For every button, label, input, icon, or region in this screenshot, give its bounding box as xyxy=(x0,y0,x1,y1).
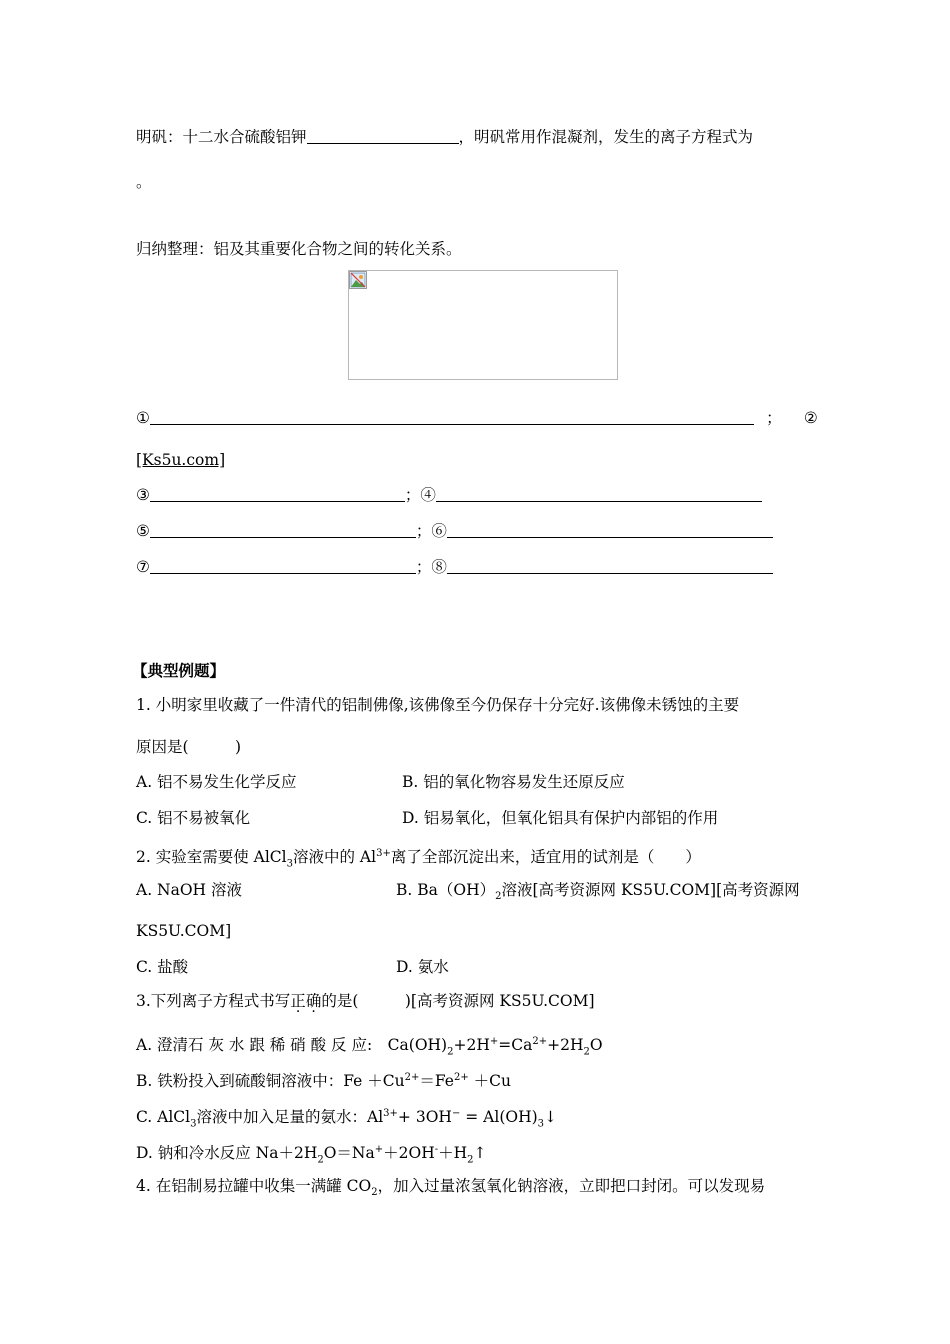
q1-option-a-text: A. 铝不易发生化学反应 xyxy=(136,773,297,791)
q3-option-a-text: +2H xyxy=(453,1036,490,1055)
conversion-diagram-image xyxy=(348,270,618,380)
q3-option-b-text: ＝Fe xyxy=(419,1072,454,1091)
examples-heading xyxy=(132,661,225,681)
q2-option-b-cont xyxy=(136,921,231,941)
q3-option-c-text: 溶液中加入足量的氨水：Al xyxy=(196,1108,384,1127)
blank-number-3: ③ xyxy=(136,486,150,504)
q2-option-b[interactable] xyxy=(396,880,800,907)
q3-option-a-text: +2H xyxy=(547,1036,584,1055)
q1-stem-text: 1. 小明家里收藏了一件清代的铝制佛像,该佛像至今仍保存十分完好.该佛像未锈蚀的主要 xyxy=(136,696,740,714)
q3-stem-text: 3.下列离子方程式书写 xyxy=(136,992,291,1010)
q1-option-c[interactable] xyxy=(136,808,250,828)
q3-option-d-text: ＋H xyxy=(438,1144,468,1163)
separator: ； xyxy=(404,486,421,504)
subscript: 2 xyxy=(447,1046,454,1058)
q3-stem-text-2: 的是( )[高考资源网 KS5U.COM] xyxy=(321,992,595,1010)
blank-row-7 xyxy=(136,557,773,577)
superscript: 2+ xyxy=(404,1072,420,1083)
q3-option-d-text: O＝Na xyxy=(323,1144,375,1163)
q1-option-d-text: D. 铝易氧化，但氧化铝具有保护内部铝的作用 xyxy=(402,809,719,827)
q3-option-c-text: ↓ xyxy=(544,1108,558,1127)
alum-text: 明矾：十二水合硫酸铝钾 xyxy=(136,128,307,146)
q3-option-b[interactable] xyxy=(136,1068,511,1091)
subscript: 2 xyxy=(371,1187,378,1199)
blank-7[interactable] xyxy=(150,557,416,574)
blank-row-3 xyxy=(136,485,762,505)
q1-option-a[interactable] xyxy=(136,772,297,792)
subscript: 3 xyxy=(190,1118,197,1130)
q3-option-a-text: =Ca xyxy=(498,1036,533,1055)
q1-option-c-text: C. 铝不易被氧化 xyxy=(136,809,251,827)
q3-option-d-text: D. 钠和冷水反应 Na＋2H xyxy=(136,1144,318,1163)
blank-number-4: ④ xyxy=(420,486,436,504)
subscript: 2 xyxy=(495,891,502,903)
alum-formula-blank[interactable] xyxy=(307,127,459,144)
q3-option-a-text: O xyxy=(589,1036,603,1055)
alum-text-2: ，明矾常用作混凝剂，发生的离子方程式为 xyxy=(458,128,754,146)
q1-stem-text-2: 原因是( ) xyxy=(136,738,242,756)
separator: ； xyxy=(415,522,432,540)
separator: ； xyxy=(415,558,432,576)
blank-number-1: ① xyxy=(136,409,150,427)
q1-stem xyxy=(136,695,739,715)
q2-option-c-text: C. 盐酸 xyxy=(136,958,189,976)
summary-title xyxy=(136,239,462,259)
subscript: 3 xyxy=(286,858,293,870)
q2-stem-text: 2. 实验室需要使 AlCl xyxy=(136,848,287,867)
superscript: − xyxy=(451,1108,461,1119)
separator: ； xyxy=(766,409,782,427)
q1-stem-cont xyxy=(136,737,241,757)
subscript: 3 xyxy=(537,1118,545,1130)
alum-period: 。 xyxy=(136,173,152,191)
blank-row-1 xyxy=(136,408,818,428)
q1-option-b-text: B. 铝的氧化物容易发生还原反应 xyxy=(402,773,625,791)
emphasis-char: 确 xyxy=(305,992,322,1010)
q3-option-c-text: + 3OH xyxy=(397,1108,452,1127)
blank-row-5 xyxy=(136,521,773,541)
q4-stem xyxy=(136,1176,765,1203)
blank-number-8: ⑧ xyxy=(431,558,447,576)
q3-option-d-text: ↑ xyxy=(473,1144,487,1163)
q2-option-d[interactable] xyxy=(396,957,449,977)
q2-option-a[interactable] xyxy=(136,880,242,900)
subscript: 2 xyxy=(317,1154,324,1166)
blank-5[interactable] xyxy=(150,521,416,538)
subscript: 2 xyxy=(583,1046,590,1058)
ks5u-link-row xyxy=(136,450,225,470)
blank-number-7: ⑦ xyxy=(136,558,150,576)
superscript: 3+ xyxy=(376,848,391,859)
q3-option-d[interactable] xyxy=(136,1140,487,1170)
q2-stem-text-2: 溶液中的 Al xyxy=(293,848,377,867)
blank-number-6: ⑥ xyxy=(431,522,447,540)
superscript: + xyxy=(374,1144,384,1155)
q2-option-d-text: D. 氨水 xyxy=(396,958,449,976)
q2-option-c[interactable] xyxy=(136,957,188,977)
q4-stem-text: 4. 在铝制易拉罐中收集一满罐 CO xyxy=(136,1177,372,1195)
q2-option-b-text-3: KS5U.COM] xyxy=(136,922,232,940)
q2-option-a-text: A. NaOH 溶液 xyxy=(136,881,243,899)
summary-title-text: 归纳整理：铝及其重要化合物之间的转化关系。 xyxy=(136,240,462,258)
superscript: 3+ xyxy=(383,1108,398,1119)
blank-1[interactable] xyxy=(150,408,754,425)
q3-option-c[interactable] xyxy=(136,1104,557,1134)
superscript: - xyxy=(434,1144,439,1155)
superscript: + xyxy=(489,1036,499,1047)
examples-heading-text: 【典型例题】 xyxy=(132,661,226,680)
q3-option-c-text: = Al(OH) xyxy=(460,1108,538,1127)
broken-image-icon xyxy=(349,271,367,289)
q3-option-a[interactable] xyxy=(136,1032,603,1062)
blank-6[interactable] xyxy=(447,521,773,538)
superscript: 2+ xyxy=(532,1036,548,1047)
blank-3[interactable] xyxy=(150,485,405,502)
q4-stem-text-2: ，加入过量浓氢氧化钠溶液，立即把口封闭。可以发现易 xyxy=(377,1177,766,1195)
q3-option-a-text: A. 澄清石 灰 水 跟 稀 硝 酸 反 应: Ca(OH) xyxy=(136,1036,448,1055)
q2-stem xyxy=(136,844,701,874)
ks5u-link[interactable]: [Ks5u.com] xyxy=(136,451,226,469)
blank-number-5: ⑤ xyxy=(136,522,150,540)
q1-option-d[interactable] xyxy=(402,808,718,828)
emphasis-char: 正 xyxy=(290,992,306,1010)
alum-line xyxy=(136,127,753,147)
alum-line-end xyxy=(136,172,152,192)
blank-4[interactable] xyxy=(436,485,762,502)
q2-option-b-text-2: 溶液[高考资源网 KS5U.COM][高考资源网 xyxy=(501,881,800,899)
blank-8[interactable] xyxy=(447,557,773,574)
q2-stem-text-3: 离了全部沉淀出来，适宜用的试剂是（ ） xyxy=(390,848,701,867)
q3-option-d-text: ＋2OH xyxy=(383,1144,435,1163)
q3-option-b-text: ＋Cu xyxy=(468,1072,511,1091)
q3-option-c-text: C. AlCl xyxy=(136,1108,191,1127)
q3-stem xyxy=(136,991,595,1011)
blank-number-2: ② xyxy=(803,409,818,427)
subscript: 2 xyxy=(467,1154,474,1166)
q2-option-b-text: B. Ba（OH） xyxy=(396,881,496,899)
q1-option-b[interactable] xyxy=(402,772,625,792)
q3-option-b-text: B. 铁粉投入到硫酸铜溶液中：Fe ＋Cu xyxy=(136,1072,405,1091)
superscript: 2+ xyxy=(453,1072,469,1083)
